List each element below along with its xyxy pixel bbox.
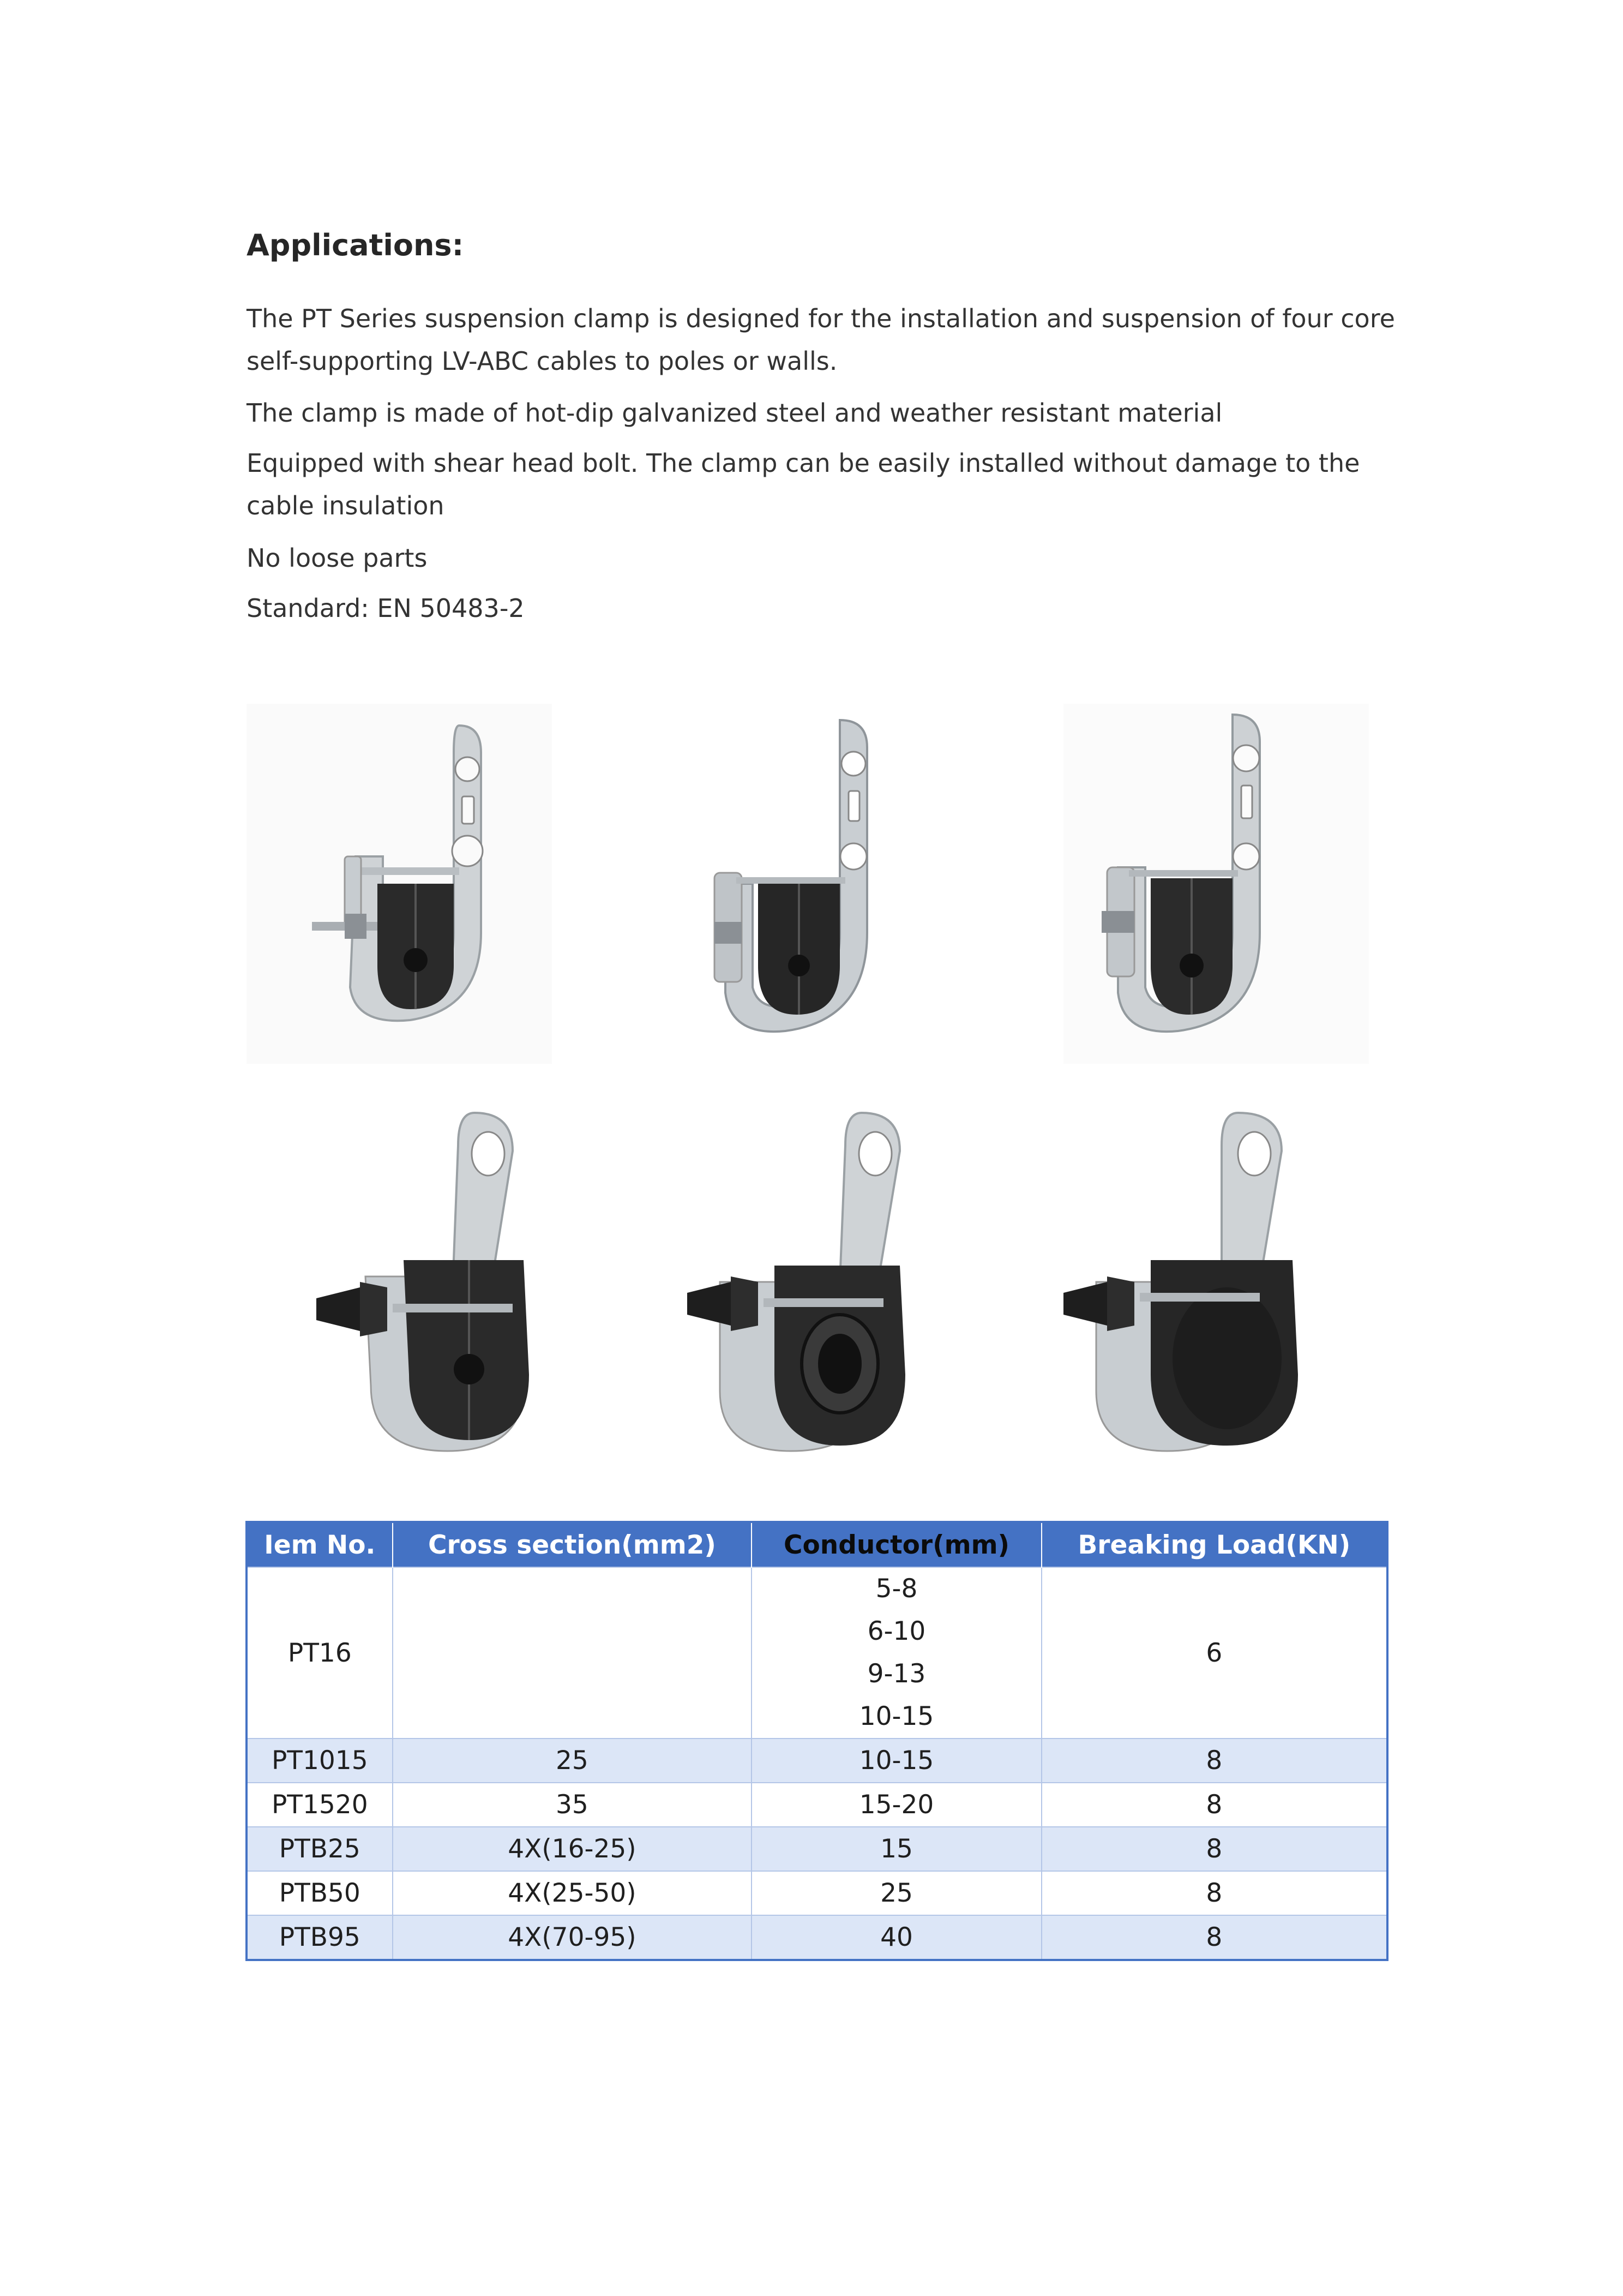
paragraph-no-loose-parts: No loose parts	[247, 543, 428, 573]
cell-conductor: 10-15	[752, 1739, 1041, 1783]
cell-cross-section: 4X(25-50)	[393, 1871, 752, 1915]
wing-nut-clamp-icon	[294, 1102, 600, 1462]
pt-clamp-photo-1	[247, 704, 552, 1064]
cell-cross-section: 4X(16-25)	[393, 1827, 752, 1871]
suspension-clamp-icon	[660, 704, 965, 1064]
cell-conductor: 15	[752, 1827, 1041, 1871]
suspension-clamp-icon	[247, 704, 552, 1064]
cell-conductor: 25	[752, 1871, 1041, 1915]
cell-breaking-load: 8	[1042, 1783, 1387, 1827]
cell-cross-section: 25	[393, 1739, 752, 1783]
table-row	[247, 1827, 1387, 1871]
header-conductor: Conductor(mm)	[752, 1522, 1041, 1567]
header-breaking-load: Breaking Load(KN)	[1042, 1522, 1387, 1567]
table-row	[247, 1567, 1387, 1739]
cell-conductor: 15-20	[752, 1783, 1041, 1827]
cell-conductor: 40	[752, 1915, 1041, 1960]
cell-breaking-load: 8	[1042, 1915, 1387, 1960]
table-row	[247, 1739, 1387, 1783]
cell-cross-section: 35	[393, 1783, 752, 1827]
header-cross-section: Cross section(mm2)	[393, 1522, 752, 1567]
cell-breaking-load: 6	[1042, 1567, 1387, 1739]
conductor-range: 9-13	[867, 1659, 926, 1689]
cell-item: PT16	[247, 1567, 393, 1739]
paragraph-shear-bolt: Equipped with shear head bolt. The clamp can be easily installed without damage to the cable insulation	[247, 448, 1360, 520]
ptb-clamp-photo-2	[682, 1102, 987, 1462]
cell-cross-section	[393, 1567, 752, 1739]
paragraph-description: The PT Series suspension clamp is designed for the installation and suspension of four core self-supporting LV-ABC cables to poles or walls.	[247, 304, 1395, 376]
cell-conductor	[752, 1567, 1041, 1739]
table-row	[247, 1783, 1387, 1827]
paragraph-material: The clamp is made of hot-dip galvanized steel and weather resistant material	[247, 398, 1223, 428]
cell-breaking-load: 8	[1042, 1871, 1387, 1915]
conductor-range: 6-10	[867, 1616, 926, 1646]
ptb-clamp-photo-3	[1063, 1102, 1369, 1462]
cell-cross-section: 4X(70-95)	[393, 1915, 752, 1960]
ptb-clamp-photo-1	[294, 1102, 600, 1462]
wing-nut-clamp-icon	[682, 1102, 987, 1462]
table-row	[247, 1915, 1387, 1960]
applications-heading: Applications:	[247, 228, 464, 262]
wing-nut-clamp-icon	[1063, 1102, 1369, 1462]
table-header-row	[247, 1522, 1387, 1567]
cell-breaking-load: 8	[1042, 1739, 1387, 1783]
cell-item: PT1015	[247, 1739, 393, 1783]
conductor-range: 10-15	[859, 1701, 934, 1731]
pt-clamp-photo-2	[660, 704, 965, 1064]
pt-clamp-photo-3	[1063, 704, 1369, 1064]
suspension-clamp-icon	[1063, 704, 1369, 1064]
conductor-range: 5-8	[875, 1574, 918, 1604]
paragraph-standard: Standard: EN 50483-2	[247, 594, 525, 623]
cell-item: PT1520	[247, 1783, 393, 1827]
header-item-no: Iem No.	[247, 1522, 393, 1567]
cell-item: PTB50	[247, 1871, 393, 1915]
spec-table	[245, 1521, 1388, 1961]
cell-breaking-load: 8	[1042, 1827, 1387, 1871]
table-row	[247, 1871, 1387, 1915]
cell-item: PTB25	[247, 1827, 393, 1871]
cell-item: PTB95	[247, 1915, 393, 1960]
